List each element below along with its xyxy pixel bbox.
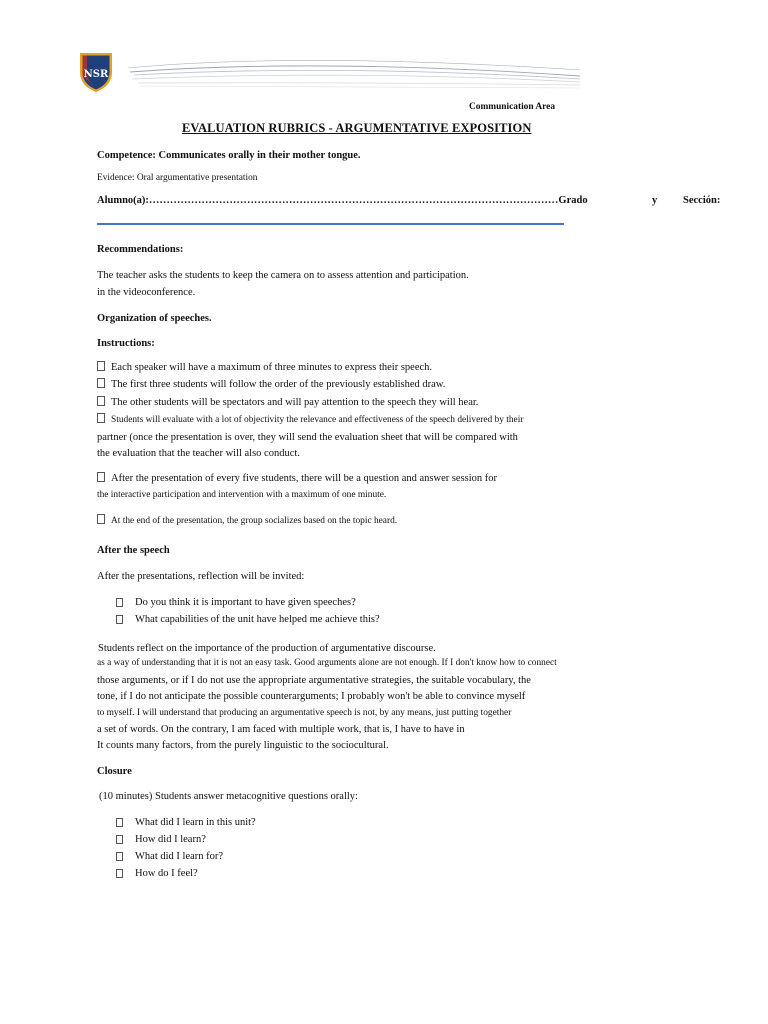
reflection-paragraph: a set of words. On the contrary, I am faced with multiple work, that is, I have to have in bbox=[97, 724, 465, 735]
closure-heading: Closure bbox=[97, 766, 132, 777]
reflection-paragraph: those arguments, or if I do not use the appropriate argumentative strategies, the suitable vocabulary, the bbox=[97, 675, 531, 686]
checkbox-icon bbox=[97, 361, 105, 371]
instruction-item: The first three students will follow the order of the previously established draw. bbox=[97, 378, 445, 391]
svg-text:NSR: NSR bbox=[83, 69, 109, 80]
organization-heading: Organization of speeches. bbox=[97, 313, 212, 324]
after-speech-heading: After the speech bbox=[97, 545, 170, 556]
after-speech-intro: After the presentations, reflection will be invited: bbox=[97, 571, 305, 582]
recommendations-heading: Recommendations: bbox=[97, 244, 184, 255]
reflection-paragraph: tone, if I do not anticipate the possible counterarguments; I probably won't be able to convince myself bbox=[97, 691, 526, 702]
recommendations-text: The teacher asks the students to keep the camera on to assess attention and participation. bbox=[97, 270, 469, 281]
instructions-heading: Instructions: bbox=[97, 338, 155, 349]
area-label: Communication Area bbox=[469, 102, 556, 112]
section-field[interactable]: Sección: bbox=[683, 195, 721, 206]
instruction-item: Students will evaluate with a lot of objectivity the relevance and effectiveness of the speech delivered by their bbox=[97, 413, 523, 427]
evidence-line: Evidence: Oral argumentative presentation bbox=[97, 173, 258, 183]
student-name-field[interactable]: Alumno(a):………………………………………………………………………………………………………Grado bbox=[97, 195, 588, 206]
instruction-item: At the end of the presentation, the group socializes based on the topic heard. bbox=[97, 514, 397, 528]
instruction-item-cont: partner (once the presentation is over, they will send the evaluation sheet that will be compared with bbox=[97, 432, 518, 443]
reflection-paragraph: Students reflect on the importance of the production of argumentative discourse. bbox=[98, 643, 436, 654]
closure-intro: (10 minutes) Students answer metacognitive questions orally: bbox=[99, 791, 358, 802]
checkbox-icon bbox=[116, 615, 123, 624]
checkbox-icon bbox=[116, 598, 123, 607]
checkbox-icon bbox=[116, 818, 123, 827]
recommendations-text: in the videoconference. bbox=[97, 287, 196, 298]
instruction-item-cont: the evaluation that the teacher will also conduct. bbox=[97, 448, 300, 459]
student-y-label: y bbox=[652, 195, 658, 206]
checkbox-icon bbox=[97, 413, 105, 423]
checkbox-icon bbox=[97, 396, 105, 406]
reflection-paragraph: It counts many factors, from the purely linguistic to the sociocultural. bbox=[97, 740, 389, 751]
instruction-item: Each speaker will have a maximum of three minutes to express their speech. bbox=[97, 361, 432, 374]
instruction-item: After the presentation of every five students, there will be a question and answer session for bbox=[97, 472, 497, 485]
reflection-paragraph: to myself. I will understand that producing an argumentative speech is not, by any means, just putting together bbox=[97, 708, 512, 718]
school-logo bbox=[78, 50, 114, 94]
header-swoosh bbox=[120, 48, 582, 98]
checkbox-icon bbox=[116, 835, 123, 844]
checkbox-icon bbox=[97, 378, 105, 388]
shield-icon bbox=[78, 50, 114, 94]
checkbox-icon bbox=[116, 869, 123, 878]
instruction-item-cont: the interactive participation and intervention with a maximum of one minute. bbox=[97, 490, 387, 500]
reflection-paragraph: as a way of understanding that it is not an easy task. Good arguments alone are not enough. If I don't know how to connect bbox=[97, 658, 557, 668]
instruction-item: The other students will be spectators and will pay attention to the speech they will hear. bbox=[97, 396, 478, 409]
checkbox-icon bbox=[97, 472, 105, 482]
checkbox-icon bbox=[97, 514, 105, 524]
competence-line: Competence: Communicates orally in their mother tongue. bbox=[97, 150, 361, 161]
checkbox-icon bbox=[116, 852, 123, 861]
blue-divider bbox=[97, 223, 564, 225]
document-title: EVALUATION RUBRICS - ARGUMENTATIVE EXPOSITION bbox=[182, 121, 532, 135]
